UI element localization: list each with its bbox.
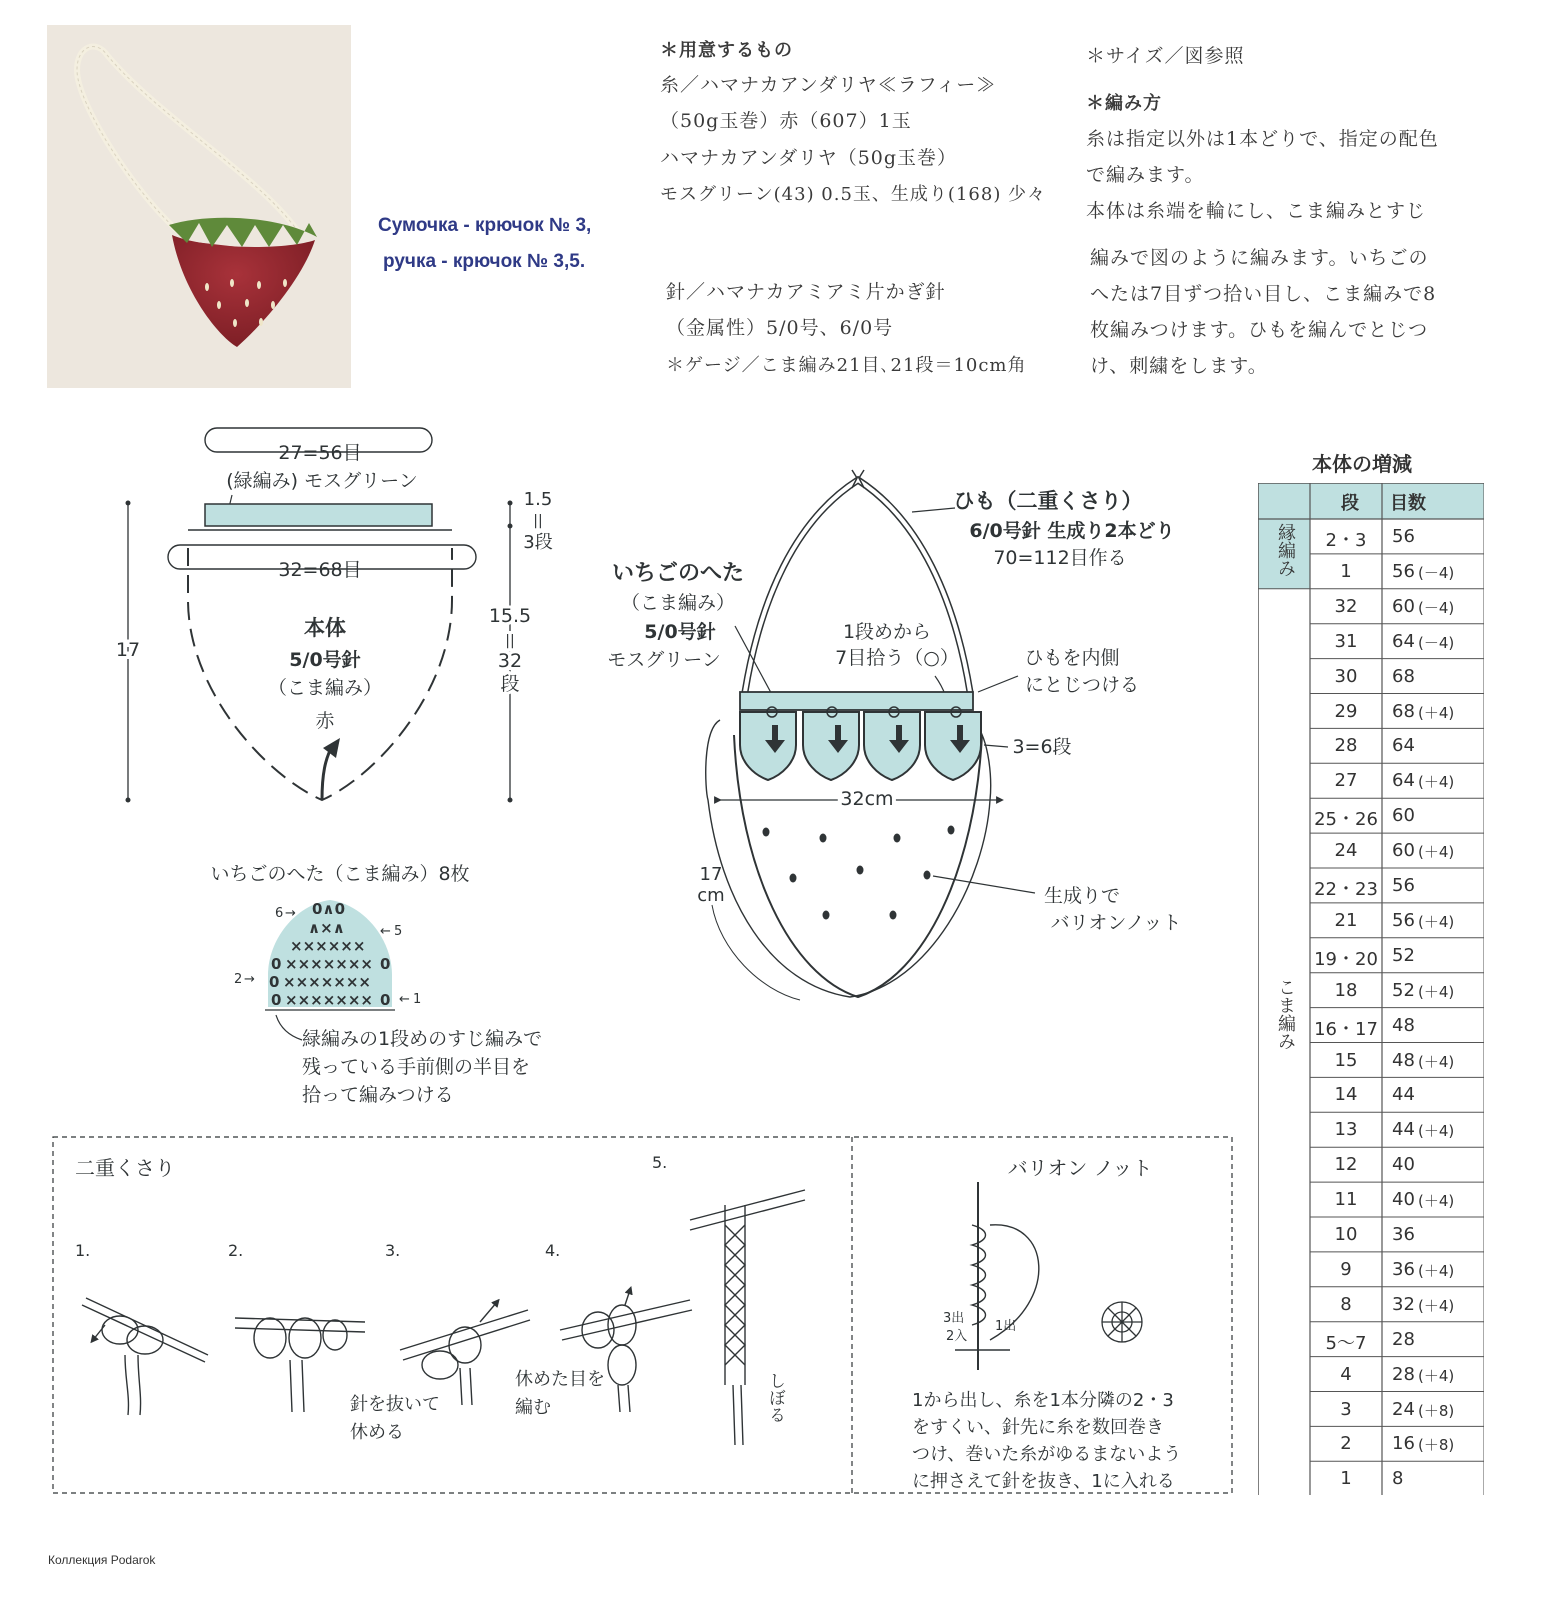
table-row-count: 40 [1392, 1154, 1415, 1176]
table-row-count: 52 [1392, 944, 1415, 966]
svg-text:2入: 2入 [946, 1329, 968, 1344]
table-row-count: 60 [1392, 840, 1415, 862]
table-row-label: 32 [1334, 595, 1358, 617]
table-row-label: 2・3 [1325, 530, 1367, 551]
table-row-count: 40 [1392, 1189, 1415, 1211]
bullion-title: バリオン ノット [1007, 1156, 1153, 1180]
svg-text:5.: 5. [652, 1153, 668, 1172]
table-row-count: 64 [1392, 630, 1415, 652]
pickup-line-2: 7目拾う（○） [835, 647, 959, 669]
border-height-rows: 3段 [523, 532, 553, 553]
table-row-count: 64 [1392, 735, 1415, 757]
credit: Коллекция Podarok [48, 1553, 156, 1567]
table-row-label: 16・17 [1314, 1018, 1378, 1040]
table-row-change: (＋4) [1418, 773, 1455, 792]
table-row-count: 60 [1392, 595, 1415, 617]
table-row-count: 28 [1392, 1328, 1415, 1350]
svg-text:×××××××: ××××××× [285, 955, 373, 973]
table-row-change: (＋4) [1418, 982, 1455, 1001]
svg-text:||: || [505, 633, 515, 649]
table-row-label: 22・23 [1314, 879, 1378, 900]
body-diagram [116, 428, 553, 803]
row-label: 2 [234, 972, 243, 987]
instructions-heading: ＊編み方 [1086, 93, 1162, 114]
materials-line: 糸／ハマナカアンダリヤ≪ラフィー≫ [660, 74, 997, 96]
row-label: 5 [394, 924, 403, 939]
table-row-label: 11 [1334, 1189, 1358, 1211]
bullion-knot-icon [1102, 1302, 1142, 1342]
needle-line: 針／ハマナカアミアミ片かぎ針 [666, 281, 946, 303]
step-5-illustration [690, 1190, 805, 1445]
table-row-change: (＋4) [1418, 1122, 1455, 1141]
seed-dots [763, 826, 955, 920]
calyx-note-line: 残っている手前側の半目を [302, 1056, 531, 1078]
table-row-change: (＋4) [1418, 1052, 1455, 1071]
mid-width-label: 32=68目 [278, 559, 362, 581]
double-chain-title: 二重くさり [75, 1156, 175, 1180]
table-row-count: 16 [1392, 1433, 1415, 1455]
body-height-rows: 32 [497, 650, 523, 672]
table-row-label: 4 [1340, 1363, 1352, 1385]
svg-text:段: 段 [500, 673, 520, 695]
instructions-line: で編みます。 [1086, 164, 1205, 186]
caption-line-1: Сумочка - крючок № 3, [378, 215, 592, 236]
table-row-label: 12 [1334, 1154, 1358, 1176]
increase-decrease-table [1258, 483, 1484, 1495]
table-row-count: 8 [1392, 1468, 1404, 1490]
table-row-count: 44 [1392, 1119, 1415, 1141]
svg-text:をすくい、針先に糸を数回巻き: をすくい、針先に糸を数回巻き [912, 1417, 1164, 1438]
table-row-label: 3 [1340, 1398, 1352, 1420]
calyx-color: モスグリーン [607, 649, 721, 671]
table-row-label: 29 [1334, 700, 1358, 722]
svg-text:1出: 1出 [995, 1319, 1017, 1334]
table-row-change: (＋4) [1418, 1366, 1455, 1385]
table-row-label: 13 [1334, 1119, 1358, 1141]
width-label: 32cm [840, 788, 894, 810]
table-row-label: 31 [1334, 630, 1358, 652]
table-row-count: 68 [1392, 700, 1415, 722]
header-row: 段 [1341, 493, 1359, 514]
bullion-illustration [955, 1182, 1039, 1370]
body-color: 赤 [315, 710, 335, 732]
table-row-label: 1 [1340, 1468, 1352, 1490]
needle-line: （金属性）5/0号、6/0号 [666, 317, 894, 339]
border-height-cm: 1.5 [523, 489, 553, 510]
step-3-illustration [400, 1302, 530, 1405]
table-row-label: 28 [1334, 735, 1358, 757]
strap-chain: 70=112目作る [993, 547, 1127, 569]
height-label-2: cm [697, 885, 725, 906]
svg-text:3.: 3. [385, 1241, 401, 1260]
svg-text:1.: 1. [75, 1241, 91, 1260]
svg-text:→: → [244, 972, 255, 987]
caption-line-2: ручка - крючок № 3,5. [383, 251, 586, 272]
table-row-label: 1 [1340, 560, 1352, 582]
table-row-label: 5～7 [1325, 1332, 1367, 1354]
table-row-change: (＋4) [1418, 843, 1455, 862]
step-4-illustration [560, 1290, 692, 1412]
table-row-label: 8 [1340, 1293, 1352, 1315]
row-label: 6 [275, 906, 284, 921]
svg-text:0∧0: 0∧0 [312, 900, 346, 918]
instructions-line: へたは7目ずつ拾い目し、こま編みで8 [1090, 283, 1437, 305]
body-title: 本体 [304, 616, 346, 640]
calyx-note-line: 拾って編みつける [302, 1084, 454, 1106]
table-row-count: 44 [1392, 1084, 1415, 1106]
table-row-change: (－4) [1418, 563, 1455, 582]
calyx-stitch: （こま編み） [620, 592, 736, 614]
header-count: 目数 [1390, 493, 1426, 514]
border-label: (緑編み) モスグリーン [226, 470, 418, 492]
table-row-count: 56 [1392, 909, 1415, 931]
step5-note: しぼる [765, 1372, 785, 1423]
body-outline [188, 548, 452, 800]
row-label: 1 [413, 992, 422, 1007]
table-row-count: 48 [1392, 1014, 1415, 1036]
table-row-count: 56 [1392, 526, 1415, 547]
table-row-count: 28 [1392, 1363, 1415, 1385]
svg-text:2.: 2. [228, 1241, 244, 1260]
table-row-count: 36 [1392, 1258, 1415, 1280]
step-1-illustration [82, 1298, 208, 1415]
table-row-change: (＋4) [1418, 703, 1455, 722]
svg-text:針を抜いて: 針を抜いて [350, 1394, 440, 1415]
table-row-count: 60 [1392, 805, 1415, 827]
table-row-label: 19・20 [1314, 948, 1378, 970]
svg-text:||: || [533, 513, 543, 529]
table-row-count: 24 [1392, 1398, 1415, 1420]
table-row-label: 2 [1340, 1433, 1352, 1455]
table-row-change: (＋4) [1418, 912, 1455, 931]
table-row-count: 68 [1392, 665, 1415, 687]
svg-text:0: 0 [269, 973, 280, 991]
calyx-leaf [864, 712, 920, 780]
svg-text:編む: 編む [515, 1397, 551, 1418]
table-row-count: 64 [1392, 770, 1415, 792]
group-body: こま編み [1275, 978, 1296, 1050]
svg-text:×××××××: ××××××× [283, 973, 371, 991]
instructions-line: 編みで図のように編みます。いちごの [1090, 247, 1429, 269]
table-row-change: (－4) [1418, 633, 1455, 652]
table-row-change: (＋8) [1418, 1401, 1455, 1420]
table-row-label: 30 [1334, 665, 1358, 687]
body-height-cm: 15.5 [488, 605, 532, 627]
calyx-leaf [803, 712, 859, 780]
table-row-label: 10 [1334, 1224, 1358, 1245]
table-row-change: (＋8) [1418, 1436, 1455, 1455]
pickup-line-1: 1段めから [842, 621, 932, 643]
table-row-change: (－4) [1418, 598, 1455, 617]
strap-needle: 6/0号針 生成り2本どり [969, 520, 1175, 542]
size-line: ＊サイズ／図参照 [1086, 45, 1245, 67]
knot-label-1: 生成りで [1043, 885, 1121, 907]
svg-text:休めた目を: 休めた目を [515, 1369, 605, 1390]
technique-box [53, 1137, 1232, 1493]
svg-text:4.: 4. [545, 1241, 561, 1260]
table-row-label: 18 [1334, 979, 1358, 1001]
table-row-count: 56 [1392, 560, 1415, 582]
calyx-chart [210, 863, 542, 1106]
svg-text:0: 0 [271, 955, 282, 973]
svg-text:3出: 3出 [943, 1311, 965, 1326]
bag-diagram [607, 470, 1181, 1000]
height-total: 17 [115, 639, 141, 661]
svg-text:0: 0 [271, 991, 282, 1009]
calyx-needle: 5/0号針 [644, 621, 716, 643]
calyx-leaf [740, 712, 796, 780]
start-arrow [323, 738, 340, 758]
instructions-line: け、刺繍をします。 [1090, 355, 1268, 377]
table-row-label: 25・26 [1314, 809, 1378, 831]
materials-line: モスグリーン(43) 0.5玉、生成り(168) 少々 [660, 184, 1047, 205]
calyx-note-line: 緑編みの1段めのすじ編みで [302, 1028, 543, 1050]
svg-text:0: 0 [380, 955, 391, 973]
gauge-line: ＊ゲージ／こま編み21目､21段＝10cm角 [666, 355, 1027, 376]
body-needle: 5/0号針 [289, 649, 361, 671]
group-border: 縁編み [1275, 523, 1296, 577]
svg-text:∧×∧: ∧×∧ [308, 919, 345, 937]
calyx-leaf [925, 712, 981, 780]
table-row-label: 24 [1334, 840, 1358, 862]
table-row-count: 32 [1392, 1293, 1415, 1315]
rows-label: 3=6段 [1012, 736, 1072, 758]
instructions-line: 糸は指定以外は1本どりで、指定の配色 [1086, 128, 1439, 150]
table-row-label: 27 [1334, 770, 1358, 792]
svg-text:つけ、巻いた糸がゆるまないよう: つけ、巻いた糸がゆるまないよう [912, 1444, 1182, 1465]
table-row-count: 36 [1392, 1224, 1415, 1245]
attach-line-1: ひもを内側 [1024, 647, 1120, 669]
instructions-line: 枚編みつけます。ひもを編んでとじつ [1090, 319, 1429, 341]
height-label-1: 17 [699, 864, 723, 885]
materials-line: ハマナカアンダリヤ（50g玉巻） [660, 147, 958, 169]
table-title: 本体の増減 [1312, 452, 1412, 476]
table-row-label: 14 [1334, 1084, 1358, 1106]
attach-line-2: にとじつける [1024, 674, 1140, 696]
svg-text:←: ← [380, 924, 391, 939]
step-2-illustration [235, 1318, 365, 1412]
svg-text:0: 0 [380, 991, 391, 1009]
materials-line: （50g玉巻）赤（607）1玉 [660, 110, 912, 132]
svg-text:1から出し、糸を1本分隣の2・3: 1から出し、糸を1本分隣の2・3 [912, 1390, 1174, 1411]
svg-text:→: → [285, 906, 296, 921]
calyx-title: いちごのへた [611, 561, 745, 586]
svg-text:←: ← [399, 992, 410, 1007]
top-width-label: 27=56目 [278, 442, 362, 464]
strap-title: ひも（二重くさり） [953, 489, 1143, 513]
table-row-label: 15 [1334, 1049, 1358, 1071]
knot-label-2: バリオンノット [1050, 912, 1182, 934]
svg-text:×××××××: ××××××× [285, 991, 373, 1009]
table-row-change: (＋4) [1418, 1296, 1455, 1315]
table-row-label: 9 [1340, 1258, 1352, 1280]
body-stitch: （こま編み） [267, 677, 383, 699]
table-row-count: 52 [1392, 979, 1415, 1001]
table-row-count: 56 [1392, 875, 1415, 896]
svg-text:に押さえて針を抜き、1に入れる: に押さえて針を抜き、1に入れる [912, 1471, 1175, 1492]
table-row-change: (＋4) [1418, 1192, 1455, 1211]
table-row-count: 48 [1392, 1049, 1415, 1071]
calyx-chart-title: いちごのへた（こま編み）8枚 [210, 863, 470, 885]
table-row-change: (＋4) [1418, 1261, 1455, 1280]
svg-text:休める: 休める [350, 1422, 404, 1443]
materials-heading: ＊用意するもの [660, 40, 793, 61]
border-band [205, 504, 432, 526]
instructions-line: 本体は糸端を輪にし、こま編みとすじ [1086, 200, 1427, 222]
table-row-label: 21 [1334, 909, 1358, 931]
svg-text:××××××: ×××××× [290, 937, 366, 955]
